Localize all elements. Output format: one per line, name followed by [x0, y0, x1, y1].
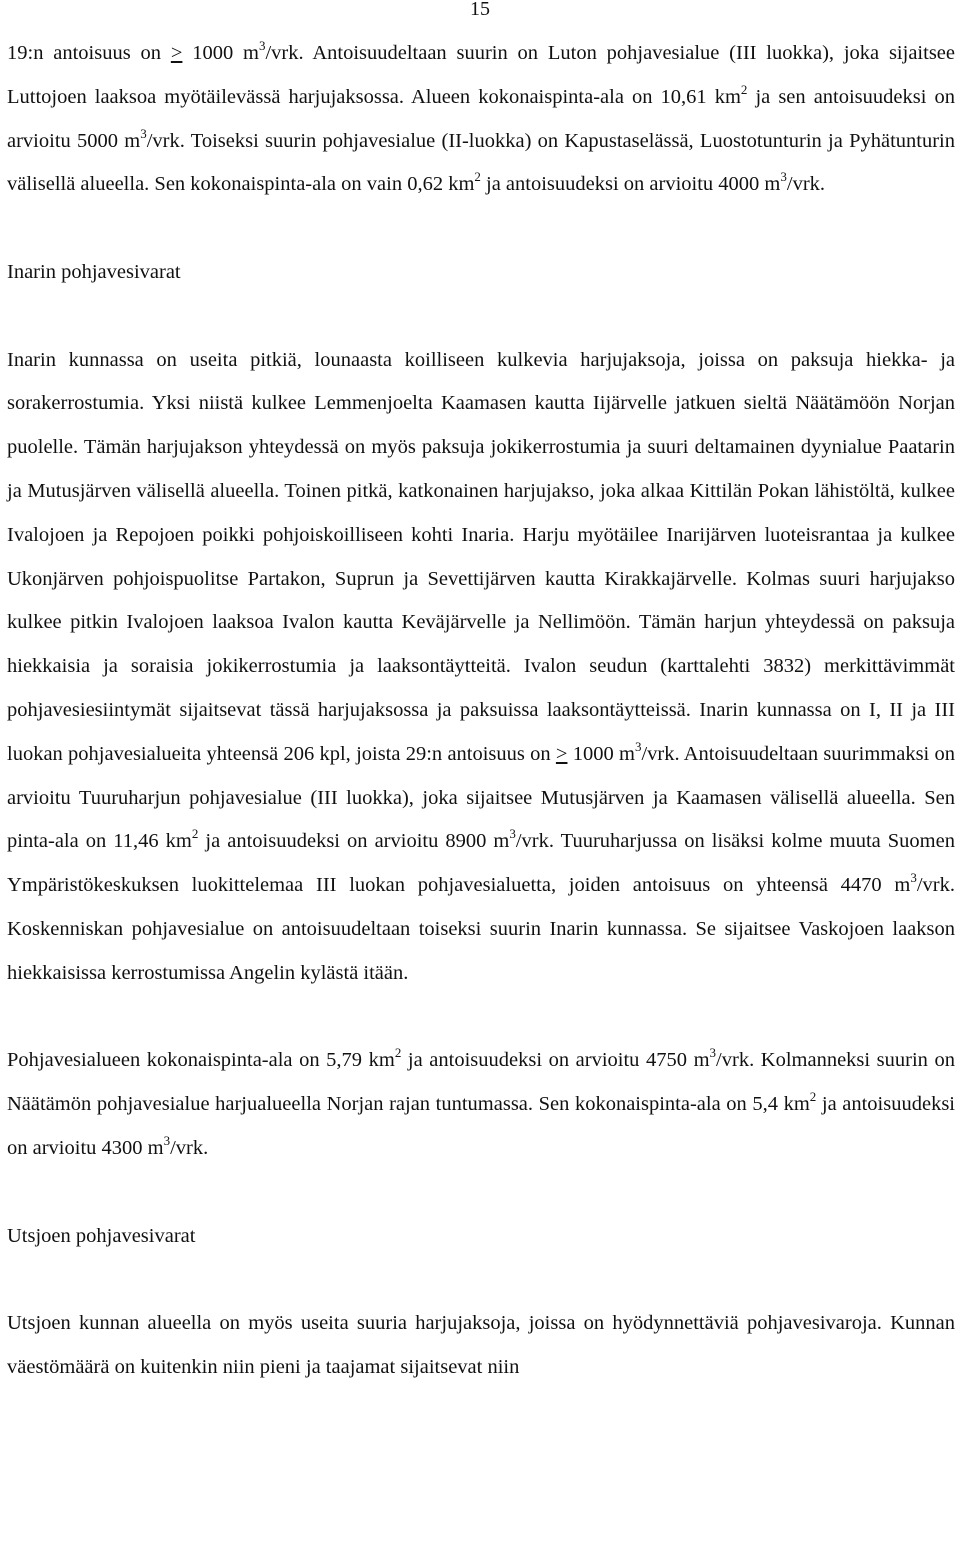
text-span: Inarin kunnassa on useita pitkiä, lounaasta koilliseen kulkevia harjujaksoja, joissa on paksuja hiekka- ja sorakerrostumia. Yksi niistä kulkee Lemmenjoelta Kaamasen kautta Iijärvelle jatkuen sieltä Näätämöön Norjan puolelle. Tämän harjujakson yhteydessä on myös paksuja jokikerrostumia ja suuri deltamainen dyynialue Paatarin ja Mutusjärven välisellä alueella. Toinen pitkä, katkonainen harjujakso, joka alkaa Kittilän Pokan lähistöltä, kulkee Ivalojoen ja Repojoen poikki pohjoiskoilliseen kohti Inaria. Harju myötäilee Inarijärven luoteisrantaa ja kulkee Ukonjärven pohjoispuolitse Partakon, Suprun ja Sevettijärven kautta Kirakkajärvelle. Kolmas suuri harjujakso kulkee pitkin Ivalojoen laaksoa Ivalon kautta Keväjärvelle ja Nellimöön. Tämän harjun yhteydessä on paksuja hiekkaisia ja soraisia jokikerrostumia ja laaksontäytteitä. Ivalon seudun (karttalehti 3832) merkittävimmät pohjavesiesiintymät sijaitsevat tässä harjujaksossa ja paksuissa laaksontäytteissä. Inarin kunnassa on I, II ja III luokan pohjavesialueita yhteensä 206 kpl, joista 29:n antoisuus on	[7, 348, 955, 765]
text-span: 1000 m	[567, 742, 635, 765]
text-span: /vrk. Koskenniskan pohjavesialue on antoisuudeltaan toiseksi suurin Inarin kunnassa. Se sijaitsee Vaskojoen laakson hiekkaisissa kerrostumissa Angelin kylästä itään.	[7, 874, 955, 984]
spacer	[7, 996, 955, 1040]
text-span: /vrk. Kolmanneksi suurin on Näätämön pohjavesialue harjualueella Norjan rajan tuntumassa. Sen kokonaispinta-ala on 5,4 km	[7, 1049, 955, 1116]
superscript: 3	[509, 826, 516, 842]
text-span: 19:n antoisuus on	[7, 42, 171, 64]
superscript: 3	[163, 1132, 171, 1148]
page-number: 15	[470, 0, 490, 20]
text-span: /vrk. Antoisuudeltaan suurimmaksi on arvioitu Tuuruharjun pohjavesialue (III luokka), joka sijaitsee Mutusjärven ja Kaamasen välisellä alueella. Sen pinta-ala on 11,46 km	[7, 742, 955, 853]
spacer	[7, 295, 955, 339]
greater-equal-sign: >	[170, 42, 183, 64]
text-span: Pohjavesialueen kokonaispinta-ala on 5,79 km	[7, 1049, 395, 1072]
superscript: 3	[910, 870, 917, 886]
spacer	[7, 1258, 955, 1302]
superscript: 3	[634, 738, 642, 754]
text-span: 1000 m	[182, 42, 259, 64]
spacer	[7, 207, 955, 251]
paragraph-inari	[7, 339, 955, 996]
paragraph-utsjoki	[7, 1302, 955, 1390]
text-span: /vrk.	[786, 173, 826, 196]
text-span: /vrk. Antoisuudeltaan suurin on Luton pohjavesialue (III luokka), joka sijaitsee Luttojoen laaksoa myötäilevässä harjujaksossa. Alueen kokonaispinta-ala on 10,61 km	[7, 42, 955, 108]
text-span: ja antoisuudeksi on arvioitu 4300 m	[7, 1093, 955, 1159]
text-span: /vrk. Toiseksi suurin pohjavesialue (II-luokka) on Kapustaselässä, Luostotunturin ja Pyhätunturin välisellä alueella. Sen kokonaispinta-ala on vain 0,62 km	[7, 129, 955, 196]
superscript: 2	[191, 826, 199, 842]
text-span: ja antoisuudeksi on arvioitu 4000 m	[480, 173, 781, 196]
text-span: ja antoisuudeksi on arvioitu 4750 m	[401, 1049, 710, 1072]
paragraph-koskenniska	[7, 1039, 955, 1170]
superscript: 2	[740, 81, 748, 97]
paragraph-luosto	[7, 32, 955, 207]
section-heading-utsjoki: Utsjoen pohjavesivarat	[7, 1224, 196, 1247]
superscript: 2	[474, 169, 481, 185]
superscript: 3	[258, 38, 266, 53]
superscript: 3	[140, 125, 147, 141]
text-span: /vrk.	[170, 1136, 209, 1159]
text-span: /vrk. Tuuruharjussa on lisäksi kolme muuta Suomen Ympäristökeskuksen luokittelemaa III luokan pohjavesialuetta, joiden antoisuus on yhteensä 4470 m	[7, 830, 955, 897]
document-body	[7, 32, 955, 1390]
spacer	[7, 1171, 955, 1215]
section-heading-inari: Inarin pohjavesivarat	[7, 260, 181, 283]
text-span: ja antoisuudeksi on arvioitu 8900 m	[198, 830, 510, 853]
text-span: ja sen antoisuudeksi on arvioitu 5000 m	[7, 85, 955, 152]
superscript: 2	[809, 1089, 817, 1105]
superscript: 2	[394, 1045, 402, 1061]
superscript: 3	[780, 169, 787, 185]
superscript: 3	[709, 1045, 717, 1061]
text-span: Utsjoen kunnan alueella on myös useita suuria harjujaksoja, joissa on hyödynnettäviä pohjavesivaroja. Kunnan väestömäärä on kuitenkin niin pieni ja taajamat sijaitsevat niin	[7, 1312, 955, 1378]
greater-equal-sign: >	[555, 742, 568, 765]
